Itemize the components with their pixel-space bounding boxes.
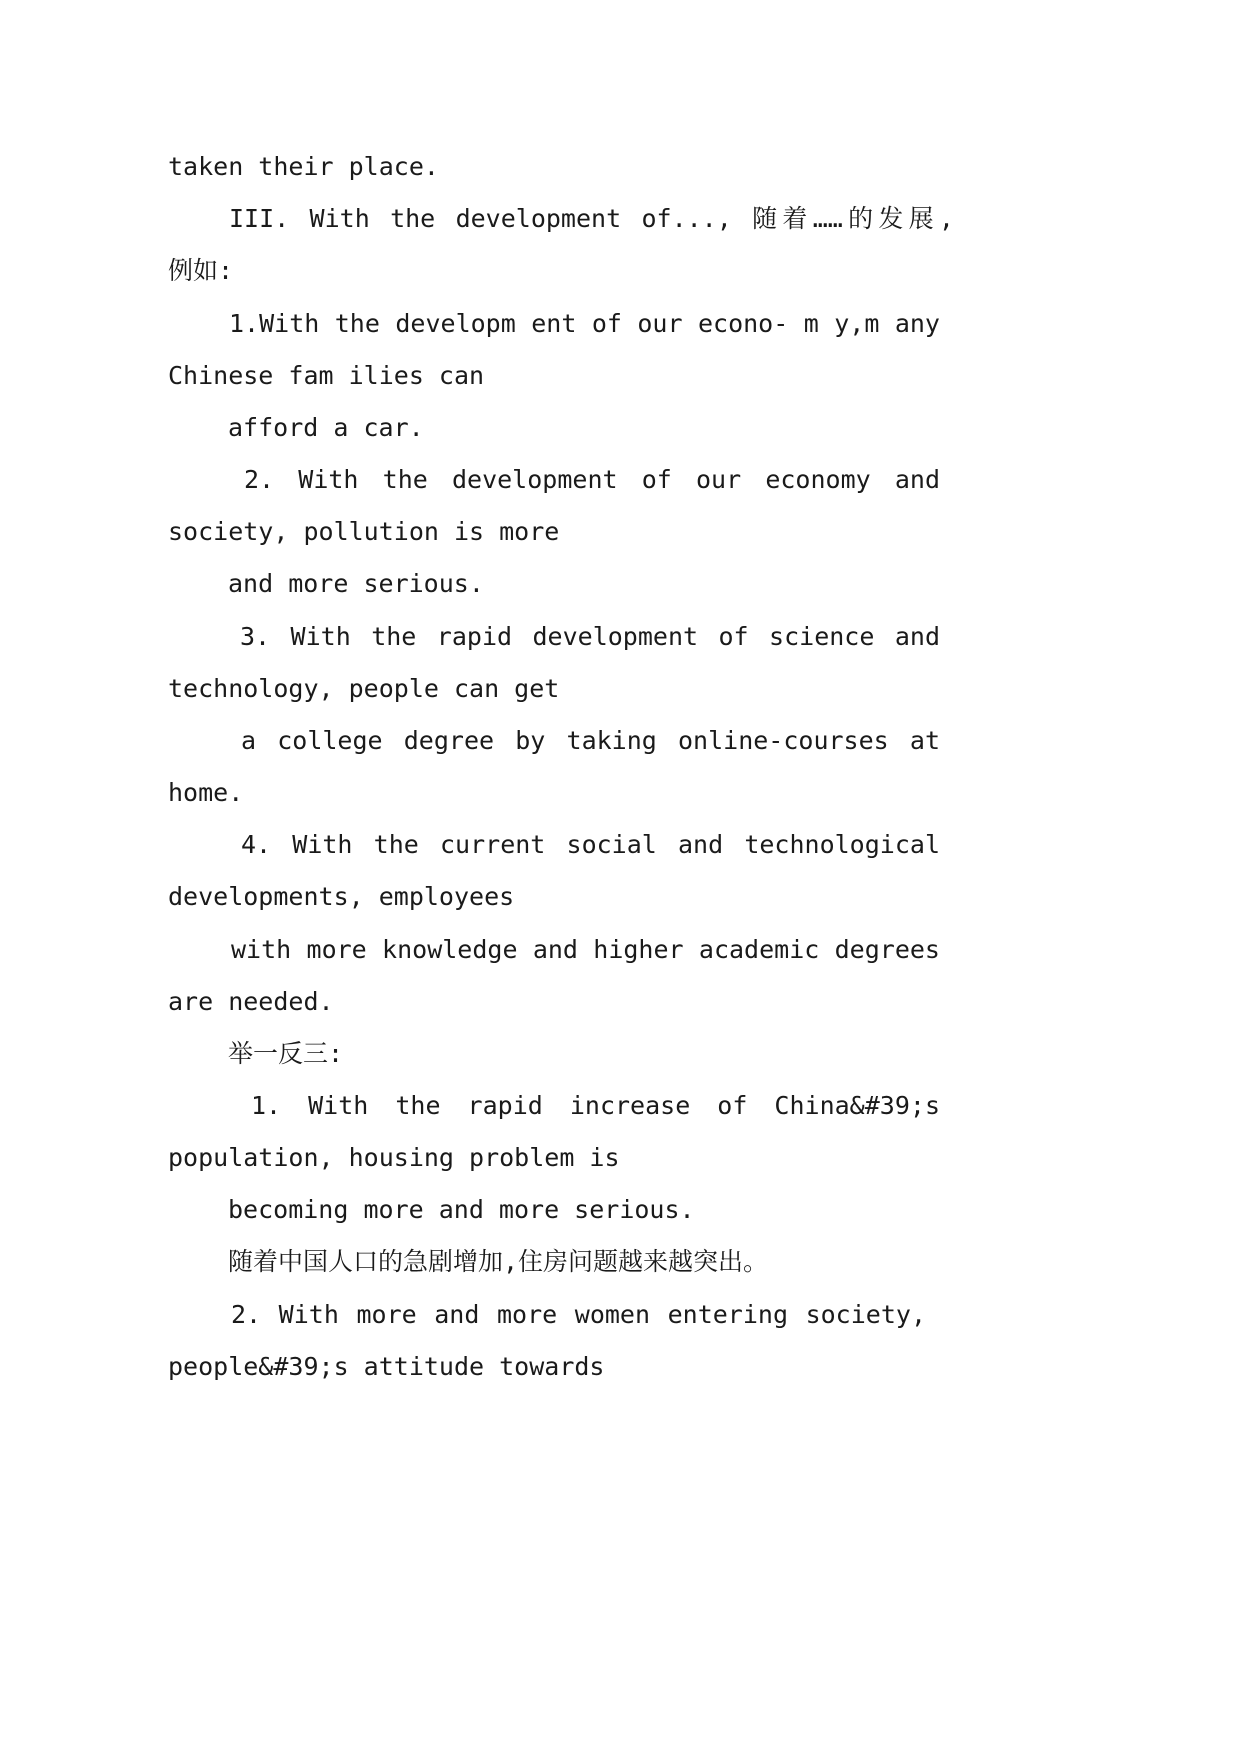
- text-line: and more serious.: [228, 569, 484, 598]
- text-line: home.: [168, 778, 244, 807]
- text-line: 例如:: [168, 256, 234, 285]
- text-line: are needed.: [168, 987, 334, 1016]
- text-line: 2. With more and more women entering society,: [231, 1300, 926, 1329]
- text-line: people&#39;s attitude towards: [168, 1352, 605, 1381]
- text-line: population, housing problem is: [168, 1143, 620, 1172]
- text-line: 举一反三:: [228, 1039, 344, 1068]
- text-line: 2. With the development of our economy and: [244, 465, 940, 494]
- text-line: afford a car.: [228, 413, 424, 442]
- text-line: with more knowledge and higher academic degrees: [231, 935, 940, 964]
- text-line: 4. With the current social and technological: [241, 830, 940, 859]
- text-line: Chinese fam ilies can: [168, 361, 485, 390]
- text-line: a college degree by taking online-courses at: [241, 726, 940, 755]
- text-line: developments, employees: [168, 882, 515, 911]
- text-line: taken their place.: [168, 152, 439, 181]
- text-line: III. With the development of..., 随着……的发展,: [229, 204, 954, 233]
- text-line: 3. With the rapid development of science and: [240, 622, 940, 651]
- text-line: 1. With the rapid increase of China&#39;s: [251, 1091, 940, 1120]
- text-line: society, pollution is more: [168, 517, 560, 546]
- text-line: technology, people can get: [168, 674, 560, 703]
- text-line: becoming more and more serious.: [228, 1195, 695, 1224]
- text-line: 1.With the developm ent of our econo- m y,m any: [229, 309, 940, 338]
- text-line: 随着中国人口的急剧增加,住房问题越来越突出。: [228, 1247, 769, 1276]
